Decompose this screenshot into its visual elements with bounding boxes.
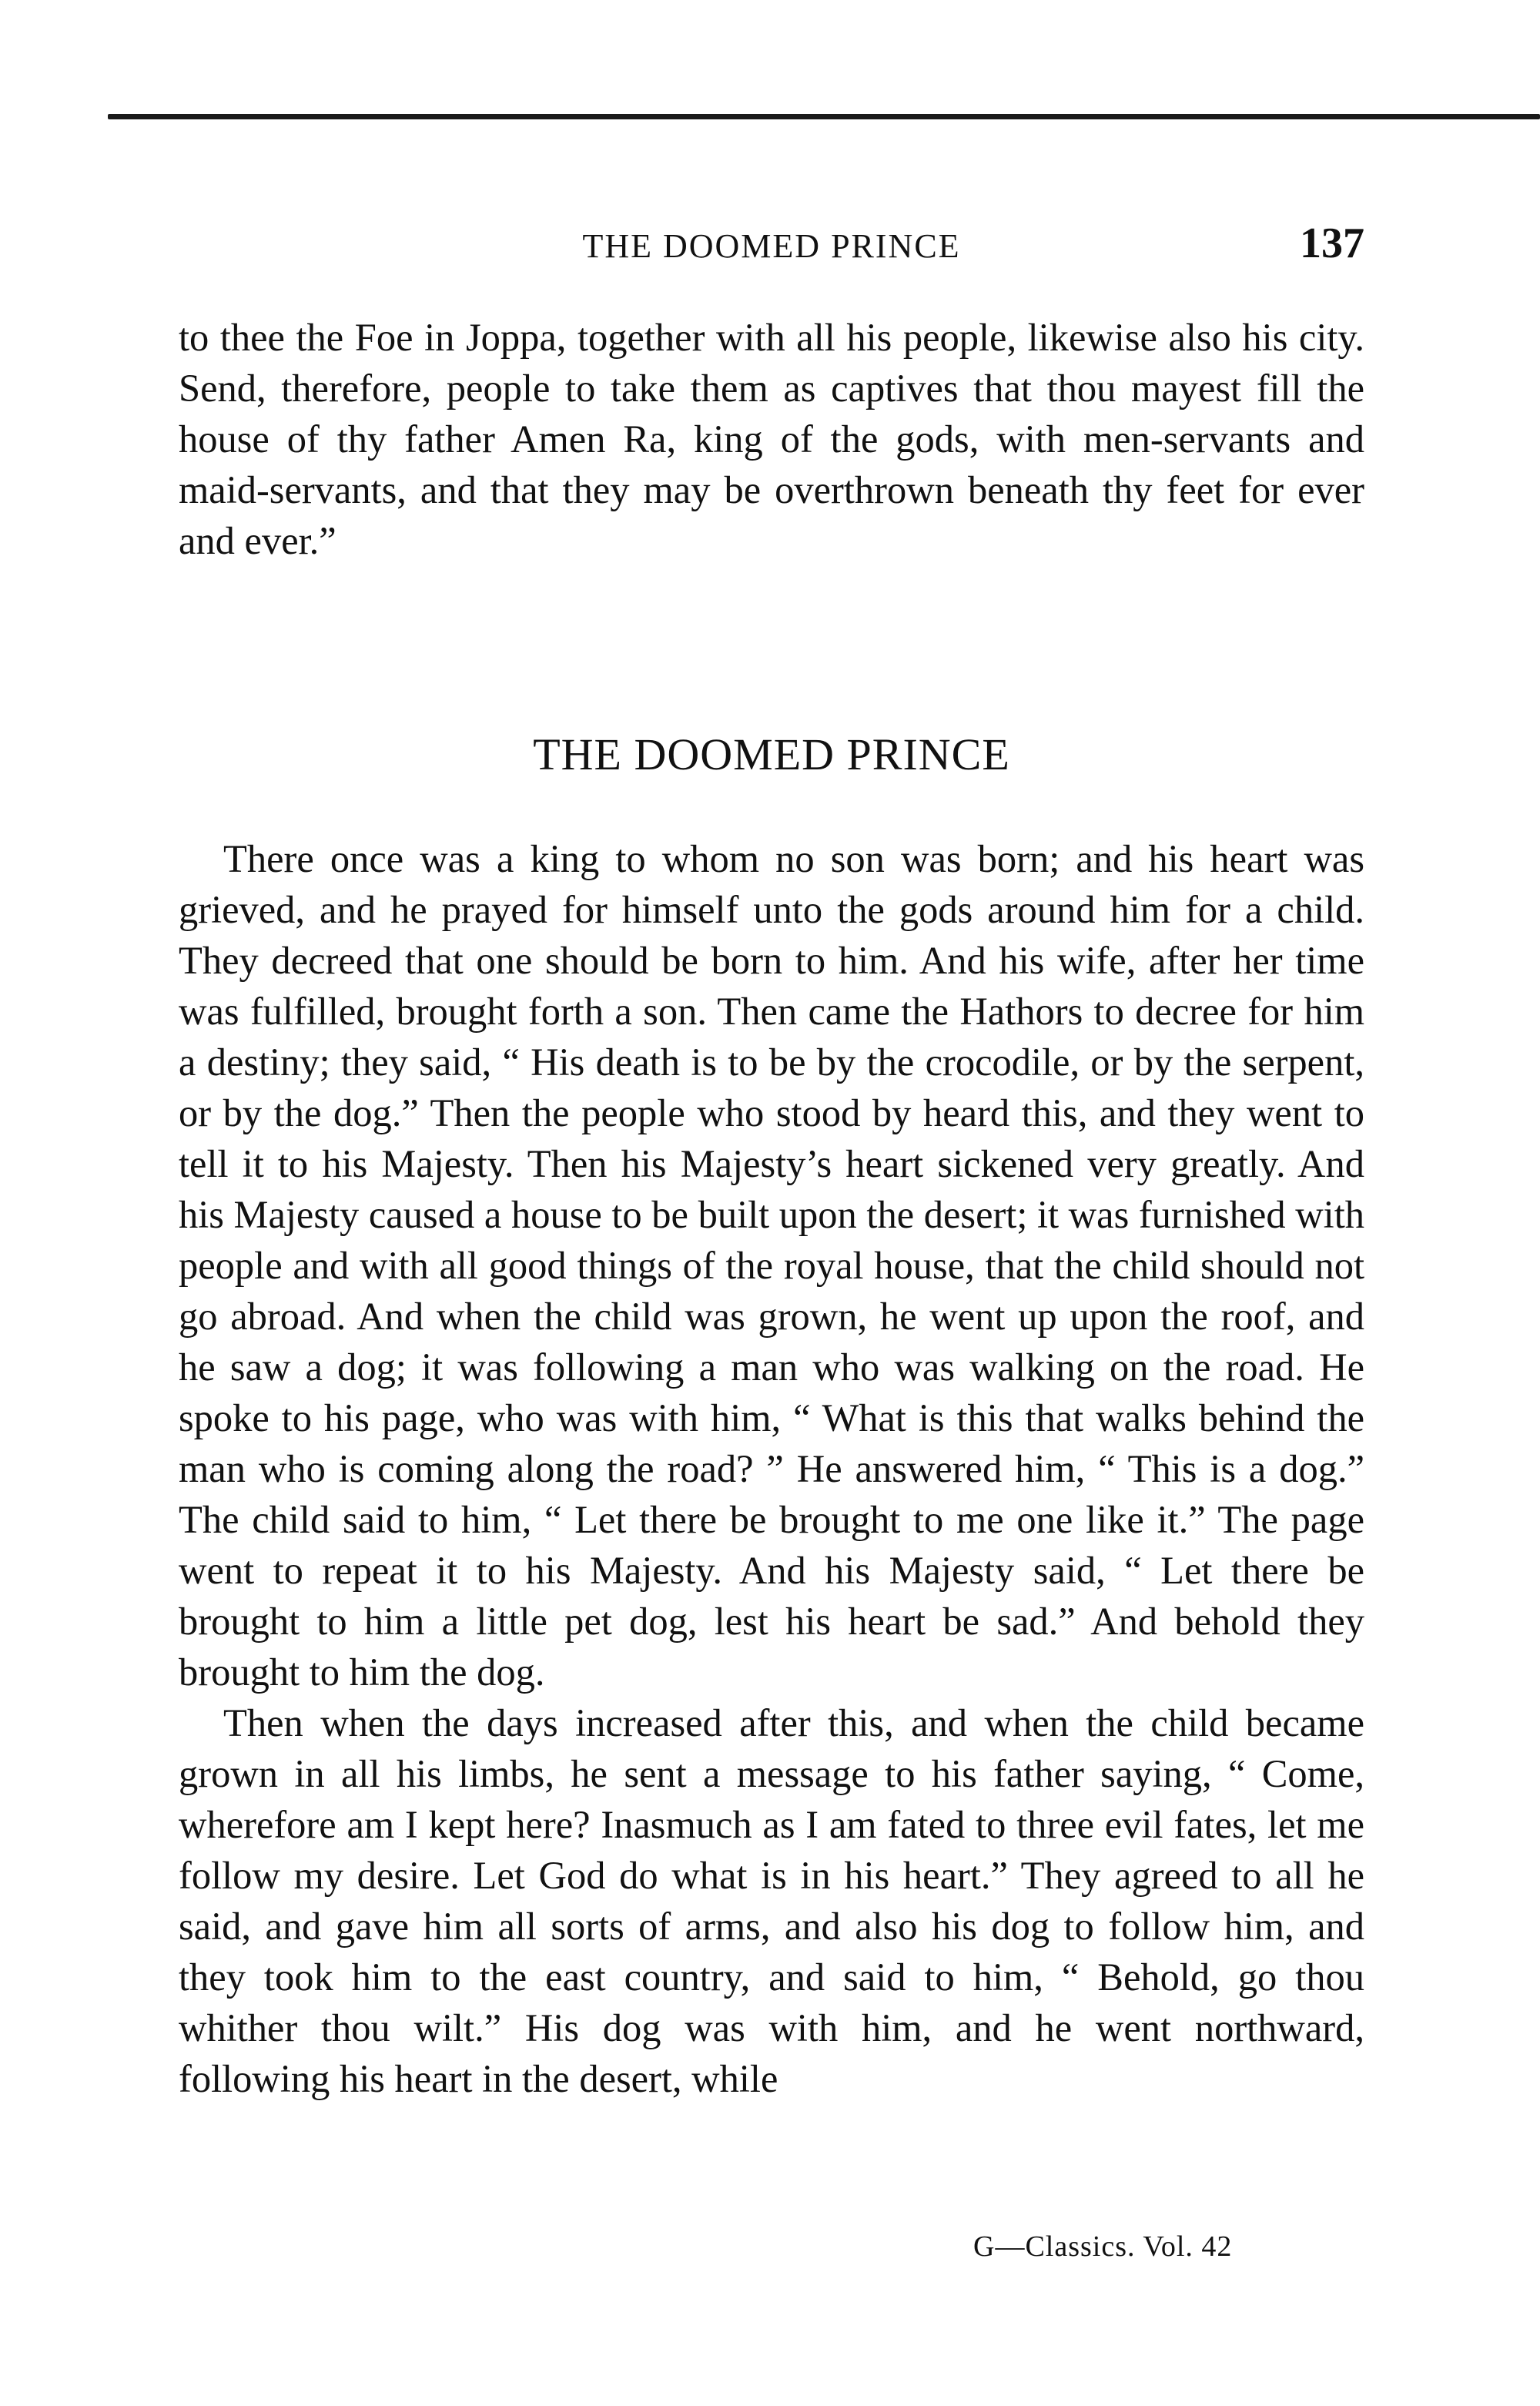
chapter-title: THE DOOMED PRINCE — [533, 729, 1010, 779]
printer-signature: G—Classics. Vol. 42 — [973, 2230, 1233, 2263]
story-paragraph-1: There once was a king to whom no son was born; and his heart was grieved, and he prayed for himself unto the gods around him for a child. They decreed that one should be born to him. And his wife, after her time was fulfilled, brought forth a son. Then came the Hathors to decree for him a destiny; they said, “ His death is to be by the crocodile, or by the serpent, or by the dog.” Then the people who stood by heard this, and they went to tell it to his Majesty. Then his Majesty’s heart sickened very greatly. And his Majesty caused a house to be built upon the desert; it was furnished with people and with all good things of the royal house, that the child should not go abroad. And when the child was grown, he went up upon the roof, and he saw a dog; it was following a man who was walking on the road. He spoke to his page, who was with him, “ What is this that walks behind the man who is coming along the road? ” He answered him, “ This is a dog.” The child said to him, “ Let there be brought to me one like it.” The page went to repeat it to his Majesty. And his Majesty said, “ Let there be brought to him a little pet dog, lest his heart be sad.” And behold they brought to him the dog. — [179, 837, 1364, 1694]
top-border-rule — [108, 114, 1540, 119]
running-title: THE DOOMED PRINCE — [582, 227, 961, 265]
story-text-block — [179, 833, 1364, 2104]
continuation-paragraph: to thee the Foe in Joppa, together with all his people, likewise also his city. Send, therefore, people to take them as captives that thou mayest fill the house of thy father Amen Ra, king of the gods, with men-servants and maid-servants, and that they may be overthrown beneath thy feet for ever and ever.” — [179, 316, 1364, 562]
story-paragraph-2: Then when the days increased after this, and when the child became grown in all his limbs, he sent a message to his father saying, “ Come, wherefore am I kept here? Inasmuch as I am fated to three evil fates, let me follow my desire. Let God do what is in his heart.” They agreed to all he said, and gave him all sorts of arms, and also his dog to follow him, and they took him to the east country, and said to him, “ Behold, go thou whither thou wilt.” His dog was with him, and he went northward, following his heart in the desert, while — [179, 1701, 1364, 2100]
running-head — [179, 219, 1364, 273]
continuation-text-block — [179, 312, 1364, 566]
page-number: 137 — [1300, 219, 1364, 267]
